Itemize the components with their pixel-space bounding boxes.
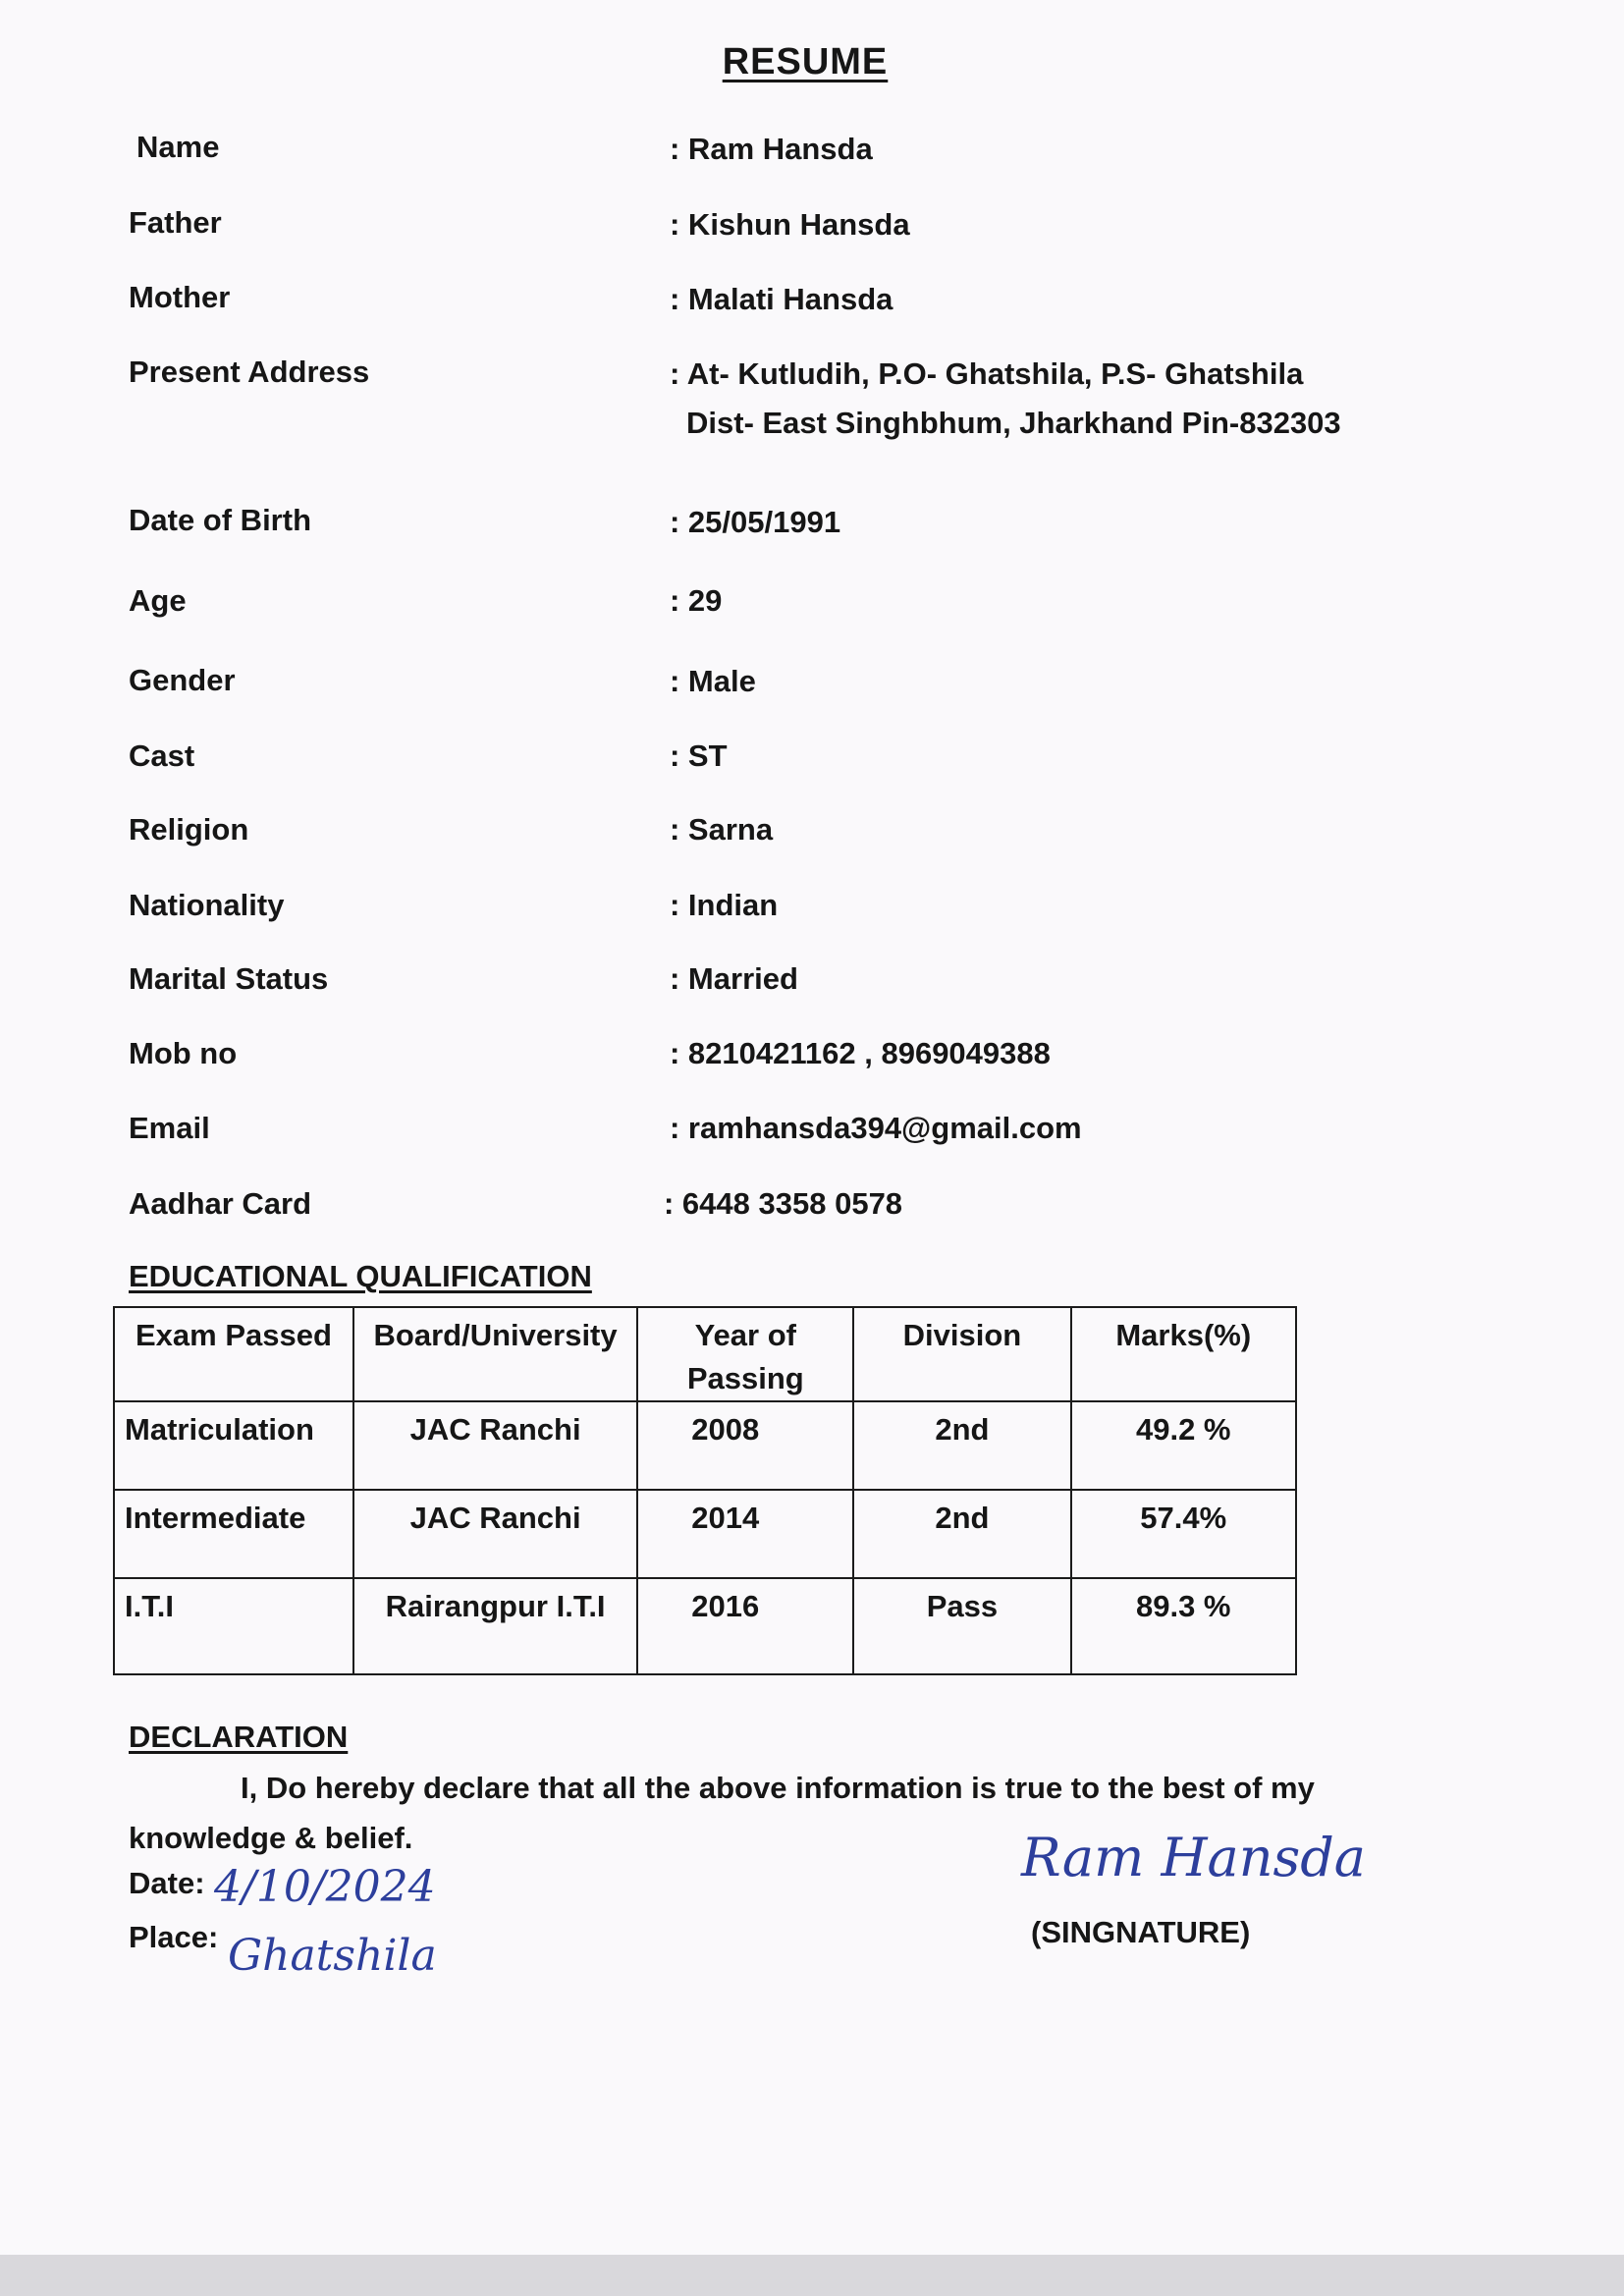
value-mother: : Malati Hansda: [670, 282, 893, 316]
value-present-address-line2: Dist- East Singhbhum, Jharkhand Pin-832303: [686, 406, 1341, 440]
label-religion: Religion: [129, 812, 249, 847]
label-aadhar-card: Aadhar Card: [129, 1186, 312, 1221]
value-present-address-line1: : At- Kutludih, P.O- Ghatshila, P.S- Ghatshila: [670, 356, 1304, 391]
label-present-address: Present Address: [129, 355, 370, 389]
handwritten-date: 4/10/2024: [214, 1862, 436, 1912]
value-cast: : ST: [670, 738, 728, 773]
label-nationality: Nationality: [129, 888, 285, 922]
table-cell: Intermediate: [114, 1490, 353, 1578]
value-religion: : Sarna: [670, 812, 774, 847]
education-heading: EDUCATIONAL QUALIFICATION: [129, 1259, 592, 1293]
table-cell: 49.2 %: [1071, 1401, 1297, 1490]
column-header: Board/University: [353, 1307, 637, 1401]
declaration-heading: DECLARATION: [129, 1720, 349, 1754]
handwritten-signature: Ram Hansda: [1021, 1827, 1366, 1888]
table-cell: 89.3 %: [1071, 1578, 1297, 1674]
table-cell: 2014: [637, 1490, 853, 1578]
table-cell: 2008: [637, 1401, 853, 1490]
value-mobile: : 8210421162 , 8969049388: [670, 1036, 1051, 1070]
label-date-of-birth: Date of Birth: [129, 503, 311, 537]
value-gender: : Male: [670, 664, 756, 698]
label-gender: Gender: [129, 663, 236, 697]
education-table: [113, 1306, 1297, 1675]
value-aadhar-card: : 6448 3358 0578: [664, 1186, 903, 1221]
label-cast: Cast: [129, 738, 195, 773]
label-email: Email: [129, 1111, 210, 1145]
handwritten-place: Ghatshila: [228, 1931, 437, 1981]
table-cell: 2nd: [853, 1490, 1070, 1578]
table-row: [114, 1490, 1296, 1578]
table-cell: Matriculation: [114, 1401, 353, 1490]
table-header-row: [114, 1307, 1296, 1401]
value-name: : Ram Hansda: [670, 132, 873, 166]
table-cell: I.T.I: [114, 1578, 353, 1674]
table-cell: Rairangpur I.T.I: [353, 1578, 637, 1674]
label-name: Name: [136, 130, 220, 164]
table-cell: 2016: [637, 1578, 853, 1674]
table-cell: 2nd: [853, 1401, 1070, 1490]
table-cell: JAC Ranchi: [353, 1401, 637, 1490]
date-label: Date:: [129, 1866, 205, 1900]
label-mobile: Mob no: [129, 1036, 238, 1070]
label-age: Age: [129, 583, 187, 618]
table-row: [114, 1578, 1296, 1674]
value-father: : Kishun Hansda: [670, 207, 910, 242]
value-nationality: : Indian: [670, 888, 779, 922]
column-header: Year of Passing: [637, 1307, 853, 1401]
table-cell: 57.4%: [1071, 1490, 1297, 1578]
label-marital-status: Marital Status: [129, 961, 329, 996]
value-marital-status: : Married: [670, 961, 798, 996]
column-header: Division: [853, 1307, 1070, 1401]
scan-bottom-edge: [0, 2255, 1624, 2296]
place-label: Place:: [129, 1920, 219, 1954]
page-title: RESUME: [722, 41, 889, 82]
declaration-text: I, Do hereby declare that all the above information is true to the best of my knowledge & belief.: [129, 1771, 1315, 1855]
value-date-of-birth: : 25/05/1991: [670, 505, 841, 539]
table-row: [114, 1401, 1296, 1490]
column-header: Exam Passed: [114, 1307, 353, 1401]
table-cell: JAC Ranchi: [353, 1490, 637, 1578]
table-cell: Pass: [853, 1578, 1070, 1674]
label-father: Father: [129, 205, 222, 240]
value-email: : ramhansda394@gmail.com: [670, 1111, 1082, 1145]
signature-caption: (SINGNATURE): [1031, 1915, 1251, 1949]
label-mother: Mother: [129, 280, 231, 314]
column-header: Marks(%): [1071, 1307, 1297, 1401]
value-age: : 29: [670, 583, 723, 618]
